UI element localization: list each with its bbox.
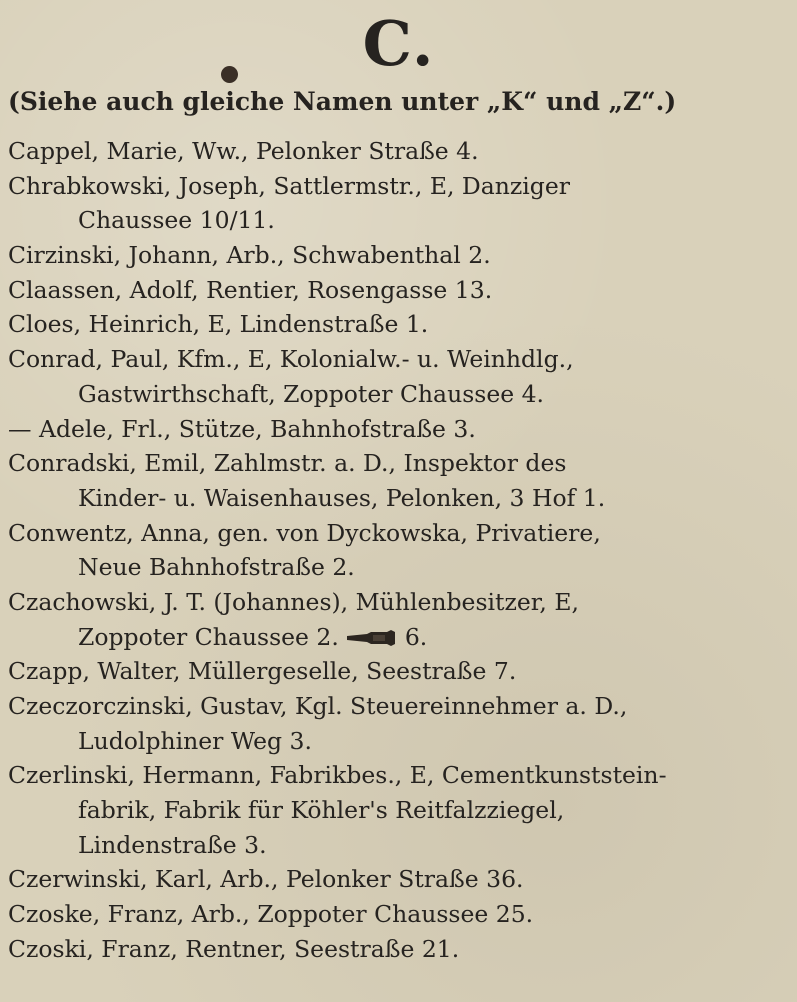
directory-line-text: Czoske, Franz, Arb., Zoppoter Chaussee 25. [8, 900, 534, 929]
directory-line-text: Conwentz, Anna, gen. von Dyckowska, Privatiere, [8, 518, 601, 547]
directory-line-text: Czachowski, J. T. (Johannes), Mühlenbesitzer, E, [8, 587, 579, 616]
directory-line-text: Czapp, Walter, Müllergeselle, Seestraße 7. [8, 657, 517, 686]
directory-line [8, 689, 790, 724]
directory-line [8, 134, 790, 169]
directory-line [8, 481, 790, 516]
directory-line [8, 654, 790, 689]
directory-entries [8, 134, 790, 967]
directory-line [8, 620, 790, 655]
directory-line [8, 724, 790, 759]
directory-line [8, 758, 790, 793]
directory-line [8, 342, 790, 377]
directory-line-text: Chaussee 10/11. [78, 206, 275, 235]
directory-line-text: Conrad, Paul, Kfm., E, Kolonialw.- u. Weinhdlg., [8, 345, 574, 374]
directory-line-text: Cloes, Heinrich, E, Lindenstraße 1. [8, 310, 429, 339]
directory-line-text: Cappel, Marie, Ww., Pelonker Straße 4. [8, 137, 479, 165]
directory-line-text: Czeczorczinski, Gustav, Kgl. Steuereinnehmer a. D., [8, 692, 628, 720]
directory-line [8, 516, 790, 551]
cross-reference-note: (Siehe auch gleiche Namen unter „K“ und „Z“.) [8, 87, 677, 116]
directory-line [8, 412, 790, 447]
directory-line [8, 550, 790, 585]
directory-line-text: Conradski, Emil, Zahlmstr. a. D., Inspektor des [8, 449, 567, 478]
directory-line-text: Czerwinski, Karl, Arb., Pelonker Straße 36. [8, 865, 524, 894]
directory-line-text: Gastwirthschaft, Zoppoter Chaussee 4. [78, 379, 545, 408]
directory-line [8, 307, 790, 342]
directory-line-text: Kinder- u. Waisenhauses, Pelonken, 3 Hof 1. [78, 483, 606, 512]
directory-line [8, 793, 790, 828]
directory-line [8, 273, 790, 308]
telephone-number: 6. [404, 622, 428, 651]
directory-line [8, 238, 790, 273]
directory-line-text: Lindenstraße 3. [78, 830, 267, 859]
directory-line-text: Czerlinski, Hermann, Fabrikbes., E, Cementkunststein- [8, 761, 667, 790]
section-letter-heading: C. [362, 7, 435, 80]
telephone-handset-icon [343, 628, 399, 648]
directory-line [8, 828, 790, 863]
directory-line [8, 862, 790, 897]
directory-line [8, 203, 790, 238]
directory-line [8, 585, 790, 620]
directory-line-text: Ludolphiner Weg 3. [78, 726, 312, 755]
directory-line-text: Neue Bahnhofstraße 2. [78, 553, 355, 582]
directory-line-text: Cirzinski, Johann, Arb., Schwabenthal 2. [8, 241, 491, 270]
directory-line-text: Zoppoter Chaussee 2. [78, 622, 339, 651]
directory-line [8, 169, 790, 204]
directory-line [8, 932, 790, 967]
directory-line-text: Czoski, Franz, Rentner, Seestraße 21. [8, 934, 460, 963]
directory-line-text: Chrabkowski, Joseph, Sattlermstr., E, Danziger [8, 171, 570, 200]
directory-line [8, 446, 790, 481]
directory-line [8, 377, 790, 412]
directory-line-text: Claassen, Adolf, Rentier, Rosengasse 13. [8, 275, 493, 304]
ink-blot [221, 66, 238, 83]
directory-line-text: — Adele, Frl., Stütze, Bahnhofstraße 3. [8, 414, 476, 443]
directory-line-text: fabrik, Fabrik für Köhler's Reitfalzziegel, [78, 796, 565, 825]
directory-line [8, 897, 790, 932]
